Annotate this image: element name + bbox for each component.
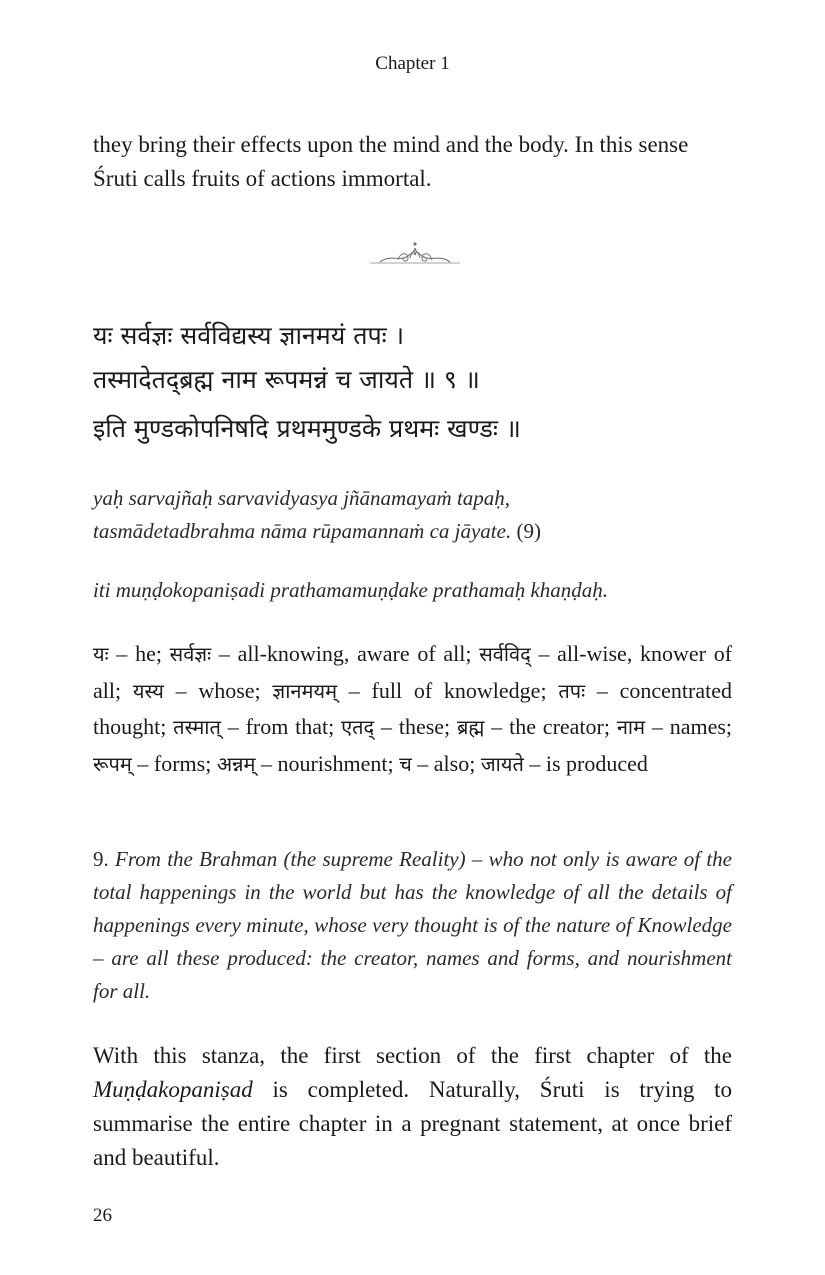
- verse-translation: [93, 843, 732, 1008]
- gloss-word: नाम: [616, 715, 646, 739]
- gloss-word: यस्य: [132, 678, 164, 703]
- text-title: Muṇḍakopaniṣad: [93, 1077, 253, 1102]
- gloss-meaning: full of knowledge;: [371, 677, 547, 703]
- sanskrit-colophon: इति मुण्डकोपनिषदि प्रथममुण्डके प्रथमः खण्डः ॥: [93, 414, 521, 443]
- gloss-item: सर्वज्ञः – all-knowing, aware of all;: [169, 641, 472, 666]
- gloss-word: सर्वज्ञः: [169, 642, 212, 666]
- gloss-meaning: all-wise, knower of all;: [93, 641, 733, 703]
- gloss-word: ज्ञानमयम्: [272, 678, 338, 703]
- transliteration-line: yaḥ sarvajñaḥ sarvavidyasya jñānamayaṁ tapaḥ,: [93, 486, 511, 510]
- gloss-meaning: from that;: [245, 714, 335, 739]
- verse-line: यः सर्वज्ञः सर्वविद्यस्य ज्ञानमयं तपः ।: [93, 321, 405, 350]
- verse-number: (9): [516, 519, 541, 543]
- verse-line: तस्मादेतद्ब्रह्म नाम रूपमन्नं च जायते ॥ ९ ॥: [93, 365, 480, 394]
- gloss-meaning: also;: [433, 750, 476, 776]
- gloss-meaning: whose;: [198, 677, 261, 703]
- gloss-meaning: the creator;: [509, 714, 610, 739]
- gloss-meaning: these;: [398, 714, 451, 739]
- transliteration: [93, 482, 732, 548]
- gloss-item: नाम – names;: [616, 714, 733, 739]
- floral-divider-icon: [370, 238, 460, 268]
- gloss-item: ज्ञानमयम् – full of knowledge;: [272, 677, 547, 703]
- gloss-meaning: all-knowing, aware of all;: [237, 641, 472, 666]
- gloss-word: एतद्: [341, 715, 375, 739]
- transliteration-colophon: iti muṇḍokopaniṣadi prathamamuṇḍake prathamaḥ khaṇḍaḥ.: [93, 578, 609, 602]
- page-number: 26: [93, 1205, 112, 1226]
- gloss-meaning: he;: [135, 641, 162, 666]
- gloss-meaning: forms;: [153, 750, 212, 776]
- gloss-word: ब्रह्म: [457, 715, 485, 739]
- gloss-meaning: concentrated thought;: [93, 677, 733, 739]
- commentary-paragraph: With this stanza, the first section of the first chapter of the Muṇḍakopaniṣad is completed. Naturally, Śruti is trying to summarise the entire chapter in a pregnant statement, at once brief and beautiful.: [93, 1043, 733, 1170]
- gloss-item: तस्मात् – from that;: [173, 714, 335, 739]
- gloss-item: ब्रह्म – the creator;: [457, 714, 610, 739]
- gloss-item: च – also;: [399, 750, 476, 776]
- gloss-item: तपः – concentrated thought;: [93, 677, 733, 739]
- gloss-word: अन्नम्: [216, 751, 256, 776]
- gloss-item: यः – he;: [93, 641, 162, 666]
- running-header: Chapter 1: [375, 53, 450, 74]
- gloss-item: जायते – is produced: [480, 750, 648, 776]
- gloss-word: सर्वविद्: [479, 642, 531, 666]
- gloss-item: यस्य – whose;: [132, 677, 261, 703]
- gloss-item: रूपम् – forms;: [93, 750, 212, 776]
- continuation-paragraph: they bring their effects upon the mind and the body. In this sense Śruti calls fruits of actions immortal.: [93, 132, 689, 191]
- gloss-meaning: names;: [669, 714, 733, 739]
- gloss-meaning: is produced: [545, 750, 648, 776]
- gloss-word: रूपम्: [93, 751, 132, 776]
- gloss-word: जायते: [480, 751, 524, 776]
- gloss-word: यः: [93, 642, 109, 666]
- gloss-item: एतद् – these;: [341, 714, 451, 739]
- gloss-word: तस्मात्: [173, 715, 221, 739]
- transliteration-line: tasmādetadbrahma nāma rūpamannaṁ ca jāyate. (9): [93, 519, 541, 543]
- word-gloss: [93, 636, 732, 782]
- gloss-meaning: nourishment;: [277, 750, 394, 776]
- sanskrit-verse: [93, 314, 732, 402]
- gloss-item: अन्नम् – nourishment;: [216, 750, 394, 776]
- translation-number: 9.: [93, 847, 109, 871]
- translation-text: From the Brahman (the supreme Reality) – who not only is aware of the total happenings in the world but has the knowledge of all the details of happenings every minute, whose very thought is of the nature of Knowledge – are all these produced: the creator, names and forms, and nourishment for all.: [93, 847, 732, 1003]
- gloss-word: च: [399, 751, 412, 776]
- gloss-item: सर्वविद् – all-wise, knower of all;: [93, 641, 733, 703]
- gloss-word: तपः: [558, 678, 586, 703]
